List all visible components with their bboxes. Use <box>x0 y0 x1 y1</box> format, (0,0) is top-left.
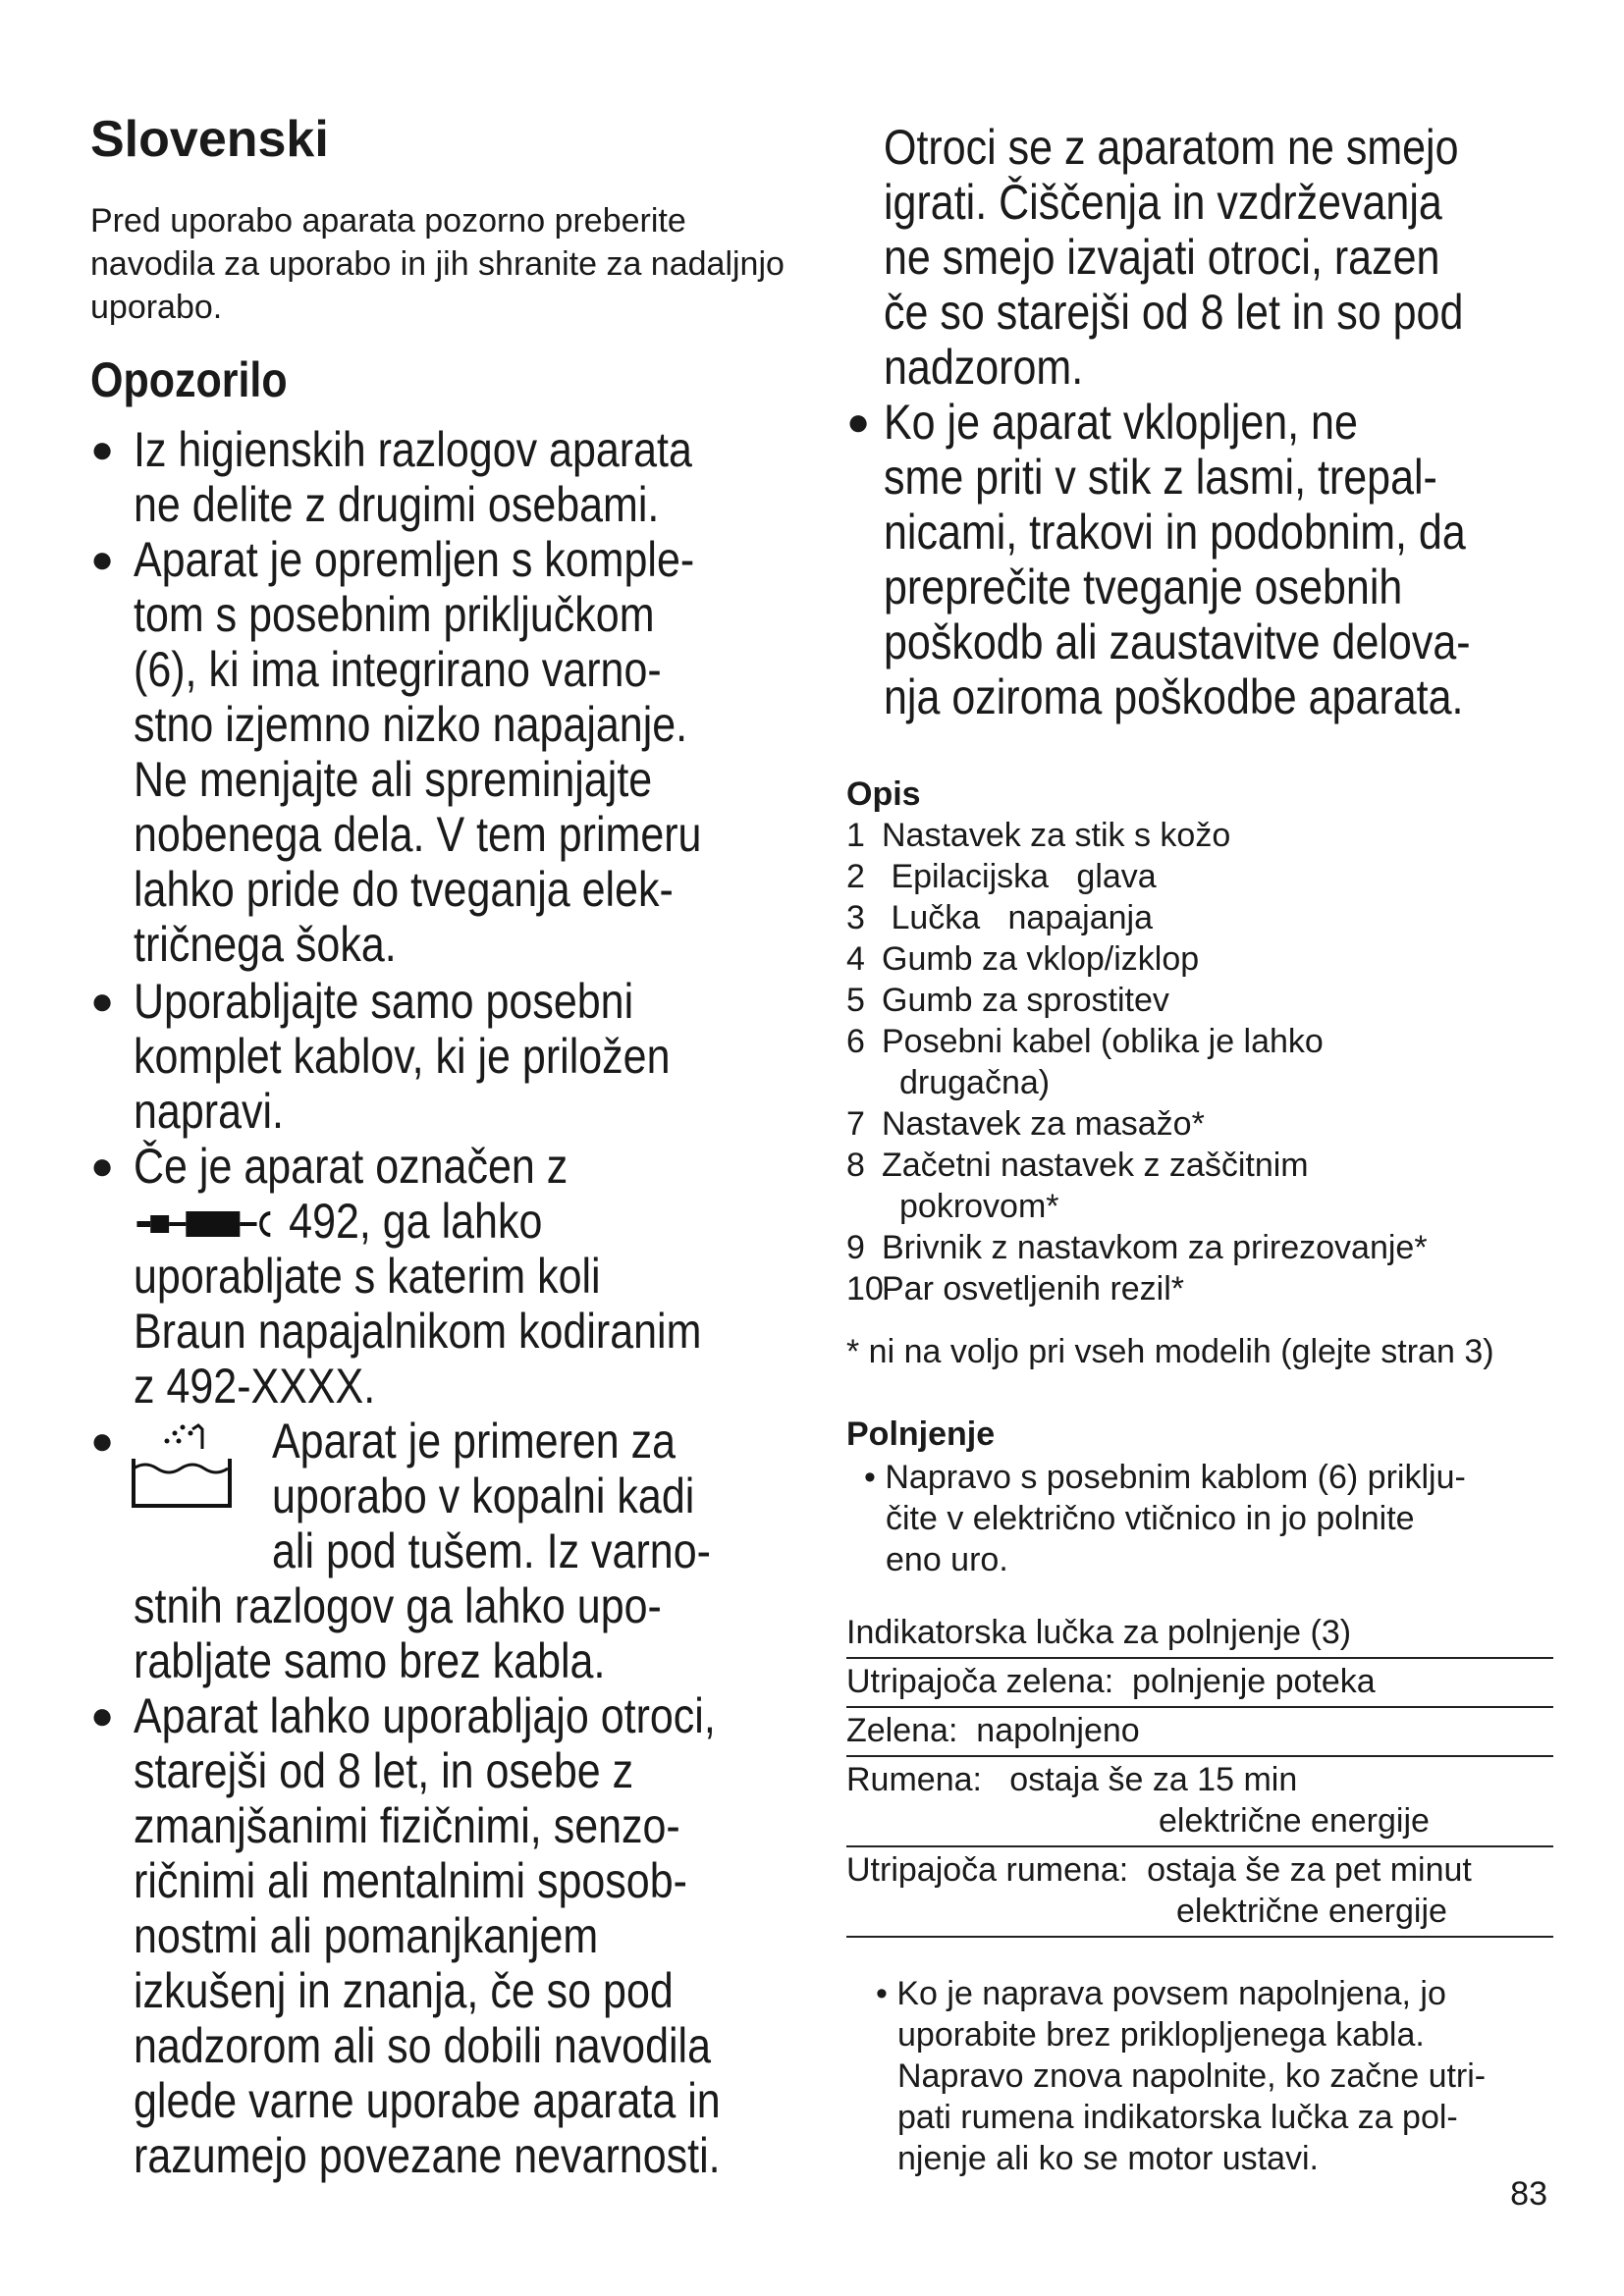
description-title: Opis <box>846 775 921 813</box>
warning-line: Braun napajalnikom kodiranim <box>134 1304 702 1359</box>
bullet-icon: • <box>864 1459 886 1496</box>
list-item: 2 Epilacijska glava <box>846 858 1157 895</box>
warning-line: preprečite tveganje osebnih <box>884 560 1403 614</box>
bullet-icon: ● <box>90 980 115 1023</box>
warning-line: starejši od 8 let, in osebe z <box>134 1743 634 1798</box>
bullet-icon: ● <box>90 1419 115 1463</box>
charging-indicator-table <box>846 1610 1553 1938</box>
warning-line: ričnimi ali mentalnimi sposob- <box>134 1853 687 1908</box>
list-item: drugačna) <box>899 1064 1051 1101</box>
warning-line: lahko pride do tveganja elek- <box>134 862 674 917</box>
warning-line: nadzorom ali so dobili navodila <box>134 2018 712 2073</box>
warning-line: stno izjemno nizko napajanje. <box>134 697 688 752</box>
list-item: 6 Posebni kabel (oblika je lahko <box>846 1023 1324 1060</box>
list-item: 1 Nastavek za stik s kožo <box>846 817 1231 854</box>
bullet-icon: ● <box>90 1145 115 1188</box>
warning-line: poškodb ali zaustavitve delova- <box>884 614 1471 669</box>
bullet-icon: ● <box>846 400 871 444</box>
warning-line: Ko je aparat vklopljen, ne <box>884 395 1358 450</box>
warning-line: Aparat je primeren za <box>272 1414 677 1468</box>
bullet-icon: ● <box>90 1694 115 1737</box>
warning-line: Iz higienskih razlogov aparata <box>134 422 692 477</box>
table-row: Utripajoča rumena: ostaja še za pet minut električne energije <box>846 1847 1553 1938</box>
warning-title: Opozorilo <box>90 352 288 407</box>
warning-line: komplet kablov, ki je priložen <box>134 1029 671 1084</box>
warning-line: 492, ga lahko <box>289 1194 543 1249</box>
table-row: Rumena: ostaja še za 15 min električne energije <box>846 1757 1553 1847</box>
warning-line: tom s posebnim priključkom <box>134 587 655 642</box>
charging-instructions: • Napravo s posebnim kablom (6) priklju- čite v električno vtičnico in jo polnite eno uro. <box>864 1459 1466 1578</box>
final-instructions: • Ko je naprava povsem napolnjena, jo uporabite brez priklopljenega kabla. Napravo znova napolnite, ko začne utri- pati rumena indikatorska lučka za pol- njenje ali ko se motor ustavi. <box>876 1975 1487 2177</box>
warning-line: tričnega šoka. <box>134 917 397 972</box>
warning-line: ne smejo izvajati otroci, razen <box>884 230 1440 285</box>
warning-line: z 492-XXXX. <box>134 1359 376 1414</box>
warning-line: nadzorom. <box>884 340 1084 395</box>
table-row: Utripajoča zelena: polnjenje poteka <box>846 1659 1553 1708</box>
list-item: 10Par osvetljenih rezil* <box>846 1270 1185 1308</box>
warning-line: igrati. Čiščenja in vzdrževanja <box>884 175 1442 230</box>
warning-line: ali pod tušem. Iz varno- <box>272 1523 711 1578</box>
page-title: Slovenski <box>90 111 329 168</box>
bullet-icon: ● <box>90 428 115 471</box>
warning-line: razumejo povezane nevarnosti. <box>134 2128 721 2183</box>
warning-line: (6), ki ima integrirano varno- <box>134 642 662 697</box>
warning-line: Aparat je opremljen s komple- <box>134 532 695 587</box>
bullet-icon: ● <box>90 538 115 581</box>
charging-title: Polnjenje <box>846 1415 996 1453</box>
list-item: 8 Začetni nastavek z zaščitnim <box>846 1147 1309 1184</box>
description-list <box>846 815 1428 1309</box>
warning-line: sme priti v stik z lasmi, trepal- <box>884 450 1437 505</box>
warning-line: nicami, trakovi in podobnim, da <box>884 505 1466 560</box>
warning-line: Otroci se z aparatom ne smejo <box>884 120 1459 175</box>
warning-line: ne delite z drugimi osebami. <box>134 477 660 532</box>
list-item: 3 Lučka napajanja <box>846 899 1153 936</box>
warning-line: nobenega dela. V tem primeru <box>134 807 702 862</box>
warning-line: izkušenj in znanja, če so pod <box>134 1963 674 2018</box>
warning-line: Če je aparat označen z <box>134 1139 568 1194</box>
warning-line: Aparat lahko uporabljajo otroci, <box>134 1688 716 1743</box>
warning-line: Uporabljajte samo posebni <box>134 974 634 1029</box>
power-plug-icon <box>134 1207 277 1243</box>
footnote: * ni na voljo pri vseh modelih (glejte stran 3) <box>846 1333 1494 1370</box>
warning-line: rabljate samo brez kabla. <box>134 1633 606 1688</box>
warning-line: uporabo v kopalni kadi <box>272 1468 695 1523</box>
warning-line: če so starejši od 8 let in so pod <box>884 285 1464 340</box>
table-header: Indikatorska lučka za polnjenje (3) <box>846 1610 1553 1659</box>
list-item: 7 Nastavek za masažo* <box>846 1105 1205 1143</box>
warning-line: glede varne uporabe aparata in <box>134 2073 721 2128</box>
warning-line: uporabljate s katerim koli <box>134 1249 601 1304</box>
bullet-icon: • <box>876 1975 897 2012</box>
list-item: pokrovom* <box>899 1188 1059 1225</box>
bathtub-shower-icon <box>128 1421 238 1523</box>
warning-line: Ne menjajte ali spreminjajte <box>134 752 653 807</box>
list-item: 9 Brivnik z nastavkom za prirezovanje* <box>846 1229 1428 1266</box>
warning-line: zmanjšanimi fizičnimi, senzo- <box>134 1798 680 1853</box>
warning-line: nostmi ali pomanjkanjem <box>134 1908 599 1963</box>
table-row: Zelena: napolnjeno <box>846 1708 1553 1757</box>
warning-line: stnih razlogov ga lahko upo- <box>134 1578 662 1633</box>
warning-line: napravi. <box>134 1084 284 1139</box>
intro-text: Pred uporabo aparata pozorno preberite navodila za uporabo in jih shranite za nadaljnjo uporabo. <box>90 202 785 326</box>
list-item: 4 Gumb za vklop/izklop <box>846 940 1200 978</box>
page-number: 83 <box>1510 2175 1547 2213</box>
warning-line: nja oziroma poškodbe aparata. <box>884 669 1464 724</box>
plug-line <box>134 1194 776 1249</box>
list-item: 5 Gumb za sprostitev <box>846 982 1169 1019</box>
